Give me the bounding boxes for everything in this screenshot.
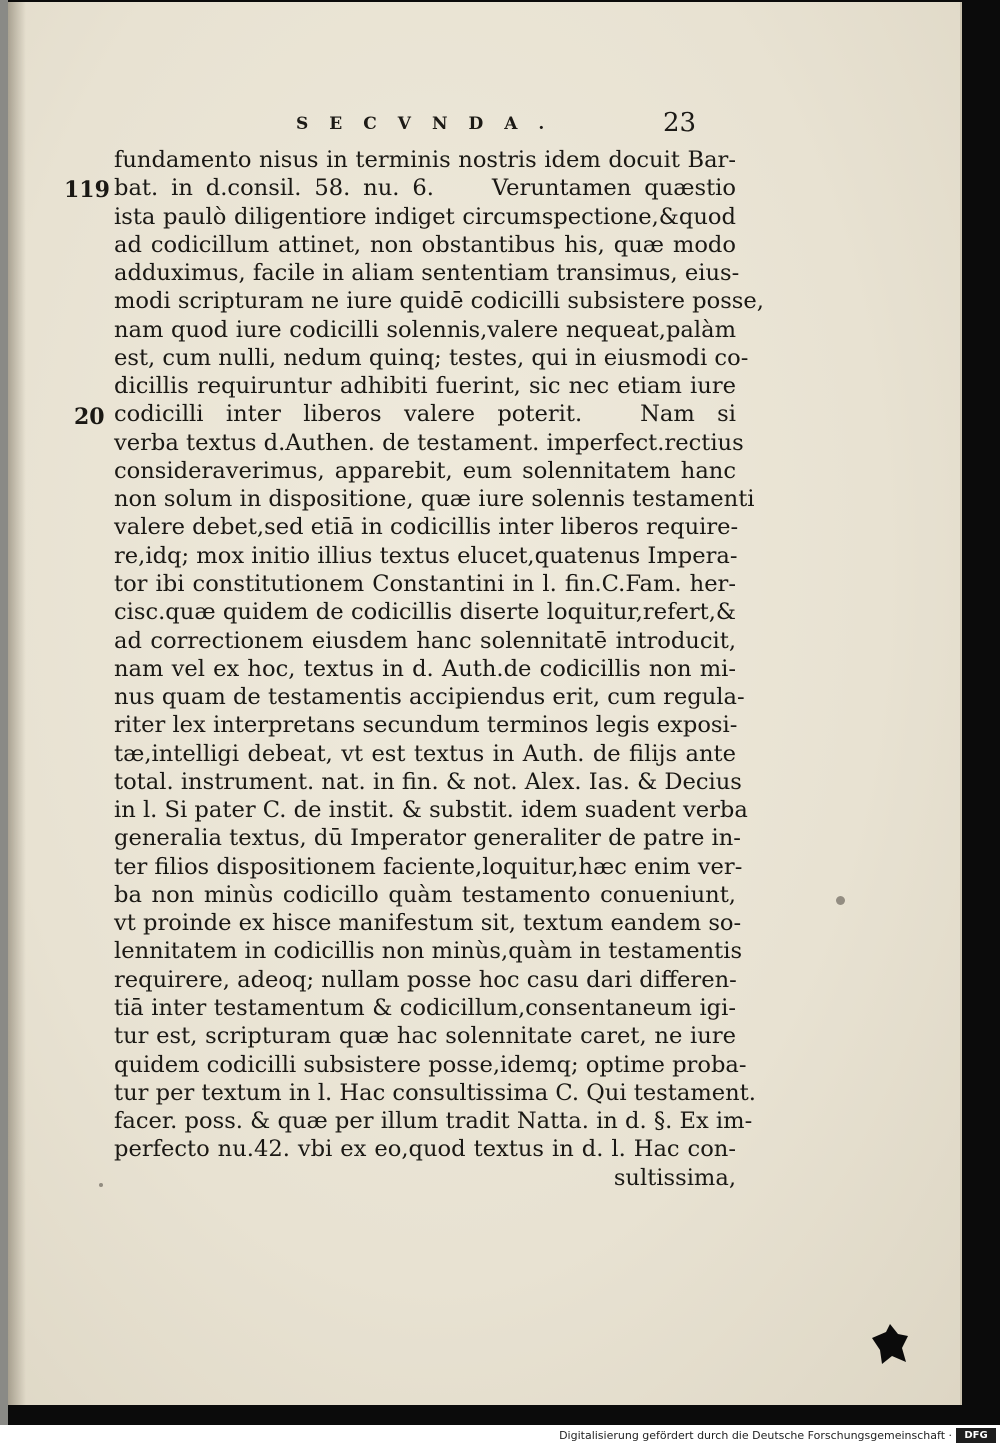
text-line-catchword: sultissima,	[613, 1164, 736, 1191]
text-line: dicillis requiruntur adhibiti fuerint, sic nec etiam iure	[114, 373, 736, 400]
margin-number-20: 20	[74, 404, 105, 430]
ink-spot	[99, 1183, 103, 1187]
text-line: ter filios dispositionem faciente,loquitur,hæc enim ver-	[114, 853, 743, 880]
text-line: nus quam de testamentis accipiendus erit, cum regula-	[114, 684, 745, 711]
text-line: generalia textus, dū Imperator generaliter de patre in-	[114, 825, 741, 852]
text-line: ista paulò diligentiore indiget circumspectione,&quod	[114, 203, 736, 230]
text-line: total. instrument. nat. in fin. & not. Alex. Ias. & Decius	[114, 768, 742, 795]
text-line: in l. Si pater C. de instit. & substit. idem suadent verba	[114, 797, 748, 824]
page-header	[0, 108, 1000, 138]
text-line: tor ibi constitutionem Constantini in l. fin.C.Fam. her-	[114, 570, 736, 597]
text-line: modi scripturam ne iure quidē codicilli subsistere posse,	[114, 288, 764, 315]
scan-left-edge	[0, 0, 8, 1425]
text-line: nam vel ex hoc, textus in d. Auth.de codicillis non mi-	[114, 655, 736, 682]
text-segment: bat. in d.consil. 58. nu. 6.	[114, 175, 434, 202]
text-line: est, cum nulli, nedum quinq; testes, qui in eiusmodi co-	[114, 344, 749, 371]
footer-bar	[0, 1425, 1000, 1447]
text-line: riter lex interpretans secundum terminos legis exposi-	[114, 712, 738, 739]
text-line: valere debet,sed etiā in codicillis inter liberos require-	[114, 514, 739, 541]
margin-number-119: 119	[64, 177, 110, 203]
text-line: fundamento nisus in terminis nostris idem docuit Bar-	[114, 147, 736, 173]
text-line: quidem codicilli subsistere posse,idemq; optime proba-	[114, 1051, 747, 1078]
text-line: consideraverimus, apparebit, eum solennitatem hanc	[114, 457, 736, 484]
page-tear-mark	[868, 1322, 912, 1366]
text-line: tæ,intelligi debeat, vt est textus in Auth. de filijs ante	[114, 740, 736, 767]
dfg-logo: DFG	[956, 1428, 996, 1443]
ink-spot	[836, 896, 845, 905]
text-line: requirere, adeoq; nullam posse hoc casu dari differen-	[114, 966, 737, 993]
text-segment: Nam si	[640, 401, 736, 428]
text-line: perfecto nu.42. vbi ex eo,quod textus in d. l. Hac con-	[114, 1136, 736, 1163]
running-head: SECVNDA.	[296, 114, 566, 134]
text-line	[114, 174, 736, 202]
funding-credit: Digitalisierung gefördert durch die Deutsche Forschungsgemeinschaft ·	[559, 1429, 952, 1442]
text-line: tur per textum in l. Hac consultissima C. Qui testament.	[114, 1079, 756, 1106]
text-line: vt proinde ex hisce manifestum sit, textum eandem so-	[114, 910, 742, 937]
text-line: nam quod iure codicilli solennis,valere nequeat,palàm	[114, 316, 736, 343]
text-segment: codicilli inter liberos valere poterit.	[114, 401, 583, 428]
page-number: 23	[663, 108, 697, 138]
text-line	[114, 400, 736, 428]
text-line: ad codicillum attinet, non obstantibus his, quæ modo	[114, 231, 736, 258]
text-line: verba textus d.Authen. de testament. imperfect.rectius	[114, 429, 744, 456]
text-line: re,idq; mox initio illius textus elucet,quatenus Impera-	[114, 542, 738, 569]
text-line: cisc.quæ quidem de codicillis diserte loquitur,refert,&	[114, 599, 736, 626]
text-line: facer. poss. & quæ per illum tradit Natta. in d. §. Ex im-	[114, 1108, 753, 1135]
gutter-shadow	[8, 2, 26, 1405]
text-line: ba non minùs codicillo quàm testamento conueniunt,	[114, 881, 736, 908]
text-line: tur est, scripturam quæ hac solennitate caret, ne iure	[114, 1023, 736, 1050]
text-line: ad correctionem eiusdem hanc solennitatē introducit,	[114, 627, 736, 654]
text-line: lennitatem in codicillis non minùs,quàm in testamentis	[114, 938, 743, 965]
text-line: tiā inter testamentum & codicillum,consentaneum igi-	[114, 994, 736, 1021]
text-line: non solum in dispositione, quæ iure solennis testamenti	[114, 486, 755, 513]
body-text	[114, 146, 764, 1192]
text-segment: Veruntamen quæstio	[491, 175, 736, 202]
text-line: adduximus, facile in aliam sententiam transimus, eius-	[114, 260, 740, 287]
